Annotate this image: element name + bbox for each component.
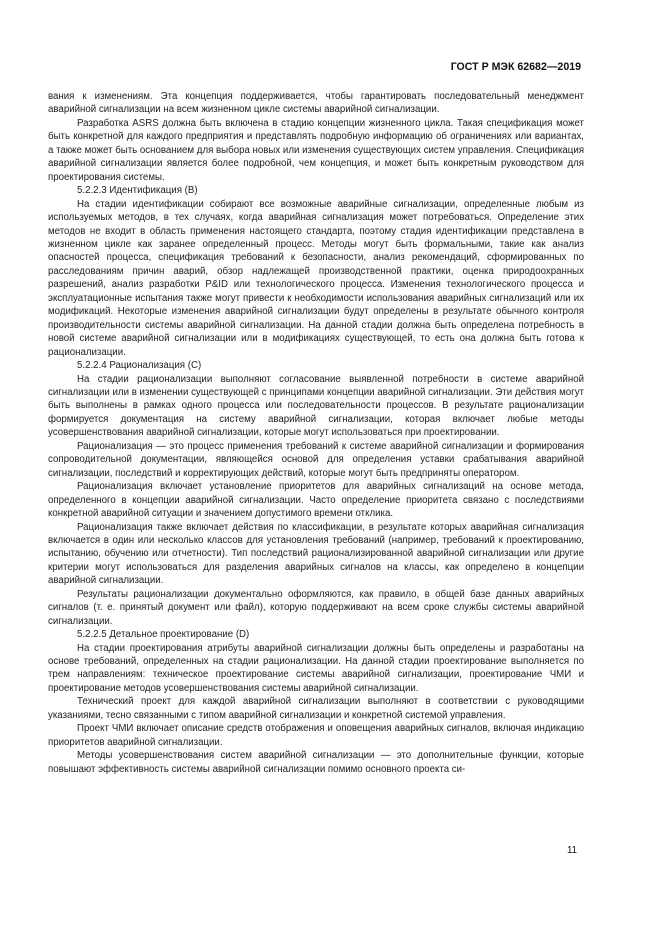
paragraph: Результаты рационализации документально оформляются, как правило, в общей базе данных аварийных сигналов (т. е. принятый документ или файл), которую поддерживают на всем сроке службы системы аварийной сигнализации. xyxy=(48,588,584,627)
paragraph: На стадии идентификации собирают все возможные аварийные сигнализации, определенные любым из используемых методов, в тех случаях, когда аварийная сигнализация может потребоваться. Определение этих методов не входит в область применения настоящего стандарта, поэтому стадия идентификации представлена в жизненном цикле как заранее определенный процесс. Методы могут быть формальными, такие как анализ опасностей процесса, спецификация требований к безопасности, анализ рекомендаций, сформированных по расследованиям причин аварий, обзор надлежащей производственной практики, оценка природоохранных разрешений, анализ разработки P&ID или технологического процесса. Изменения технологического процесса и эксплуатационные испытания также могут привести к необходимости использования аварийных сигнализаций или их модификаций. Некоторые изменения аварийной сигнализации будут определены в результате обычного контроля производительности системы аварийной сигнализации. На данной стадии должна быть определена потребность в новой системе аварийной сигнализации или в модификациях существующей, то есть она должна быть готова к рационализации. xyxy=(48,198,584,358)
paragraph: Рационализация включает установление приоритетов для аварийных сигнализаций на основе метода, определенного в концепции аварийной сигнализации. Часто определение приоритета связано с последствиями конкретной аварийной ситуации и значением допустимого времени отклика. xyxy=(48,481,584,520)
document-body xyxy=(48,90,584,776)
paragraph: На стадии проектирования атрибуты аварийной сигнализации должны быть определены и разработаны на основе требований, определенных на стадии рационализации. На данной стадии проектирование выполняется по трем направлениям: техническое проектирование системы аварийной сигнализации, проектирование ЧМИ и проектирование методов усовершенствования системы аварийной сигнализации. xyxy=(48,642,584,694)
document-header: ГОСТ Р МЭК 62682—2019 xyxy=(450,61,581,73)
paragraph: вания к изменениям. Эта концепция поддерживается, чтобы гарантировать последовательный менеджмент аварийной сигнализации на всем жизненном цикле системы аварийной сигнализации. xyxy=(48,91,584,116)
section-heading: 5.2.2.5 Детальное проектирование (D) xyxy=(77,629,250,641)
paragraph: На стадии рационализации выполняют согласование выявленной потребности в системе аварийной сигнализации или в изменении существующей с принципами концепции аварийной сигнализации. Эти действия могут быть выполнены в рамках одного процесса или последовательности процессов. В результате рационализации формируется документация на систему аварийной сигнализации, которая включает любые методы усовершенствования аварийной сигнализации, которые могут использоваться при проектировании. xyxy=(48,373,584,439)
paragraph: Проект ЧМИ включает описание средств отображения и оповещения аварийных сигналов, включая индикацию приоритетов аварийной сигнализации. xyxy=(48,723,584,748)
paragraph: Методы усовершенствования систем аварийной сигнализации — это дополнительные функции, которые повышают эффективность системы аварийной сигнализации помимо основного проекта си- xyxy=(48,750,584,775)
section-heading: 5.2.2.4 Рационализация (С) xyxy=(77,360,202,372)
page-number: 11 xyxy=(566,845,577,856)
section-heading: 5.2.2.3 Идентификация (В) xyxy=(77,185,198,197)
paragraph: Разработка ASRS должна быть включена в стадию концепции жизненного цикла. Такая спецификация может быть конкретной для каждого предприятия и представлять подробную информацию об ограничениях или вариантах, а также может быть основанием для выбора новых или изменения существующих систем управления. Спецификация аварийной сигнализации является более подробной, чем концепция, и может быть конкретным руководством для проектирования системы. xyxy=(48,117,585,183)
paragraph: Рационализация также включает действия по классификации, в результате которых аварийная сигнализация включается в один или несколько классов для установления требований (например, требований к проектированию, испытанию, обучению или отчетности). Тип последствий рационализированной аварийной сигнализации или другие критерии могут использоваться для разделения аварийных сигналов на классы, как определено в концепции аварийной сигнализации. xyxy=(48,521,584,587)
paragraph: Технический проект для каждой аварийной сигнализации выполняют в соответствии с руководящими указаниями, тесно связанными с типом аварийной сигнализации и конкретной системой управления. xyxy=(48,696,584,721)
paragraph: Рационализация — это процесс применения требований к системе аварийной сигнализации и формирования сопроводительной документации, являющейся основой для определения уставки срабатывания аварийной сигнализации, последствий и корректирующих действий, которые могут быть предприняты оператором. xyxy=(48,440,584,479)
